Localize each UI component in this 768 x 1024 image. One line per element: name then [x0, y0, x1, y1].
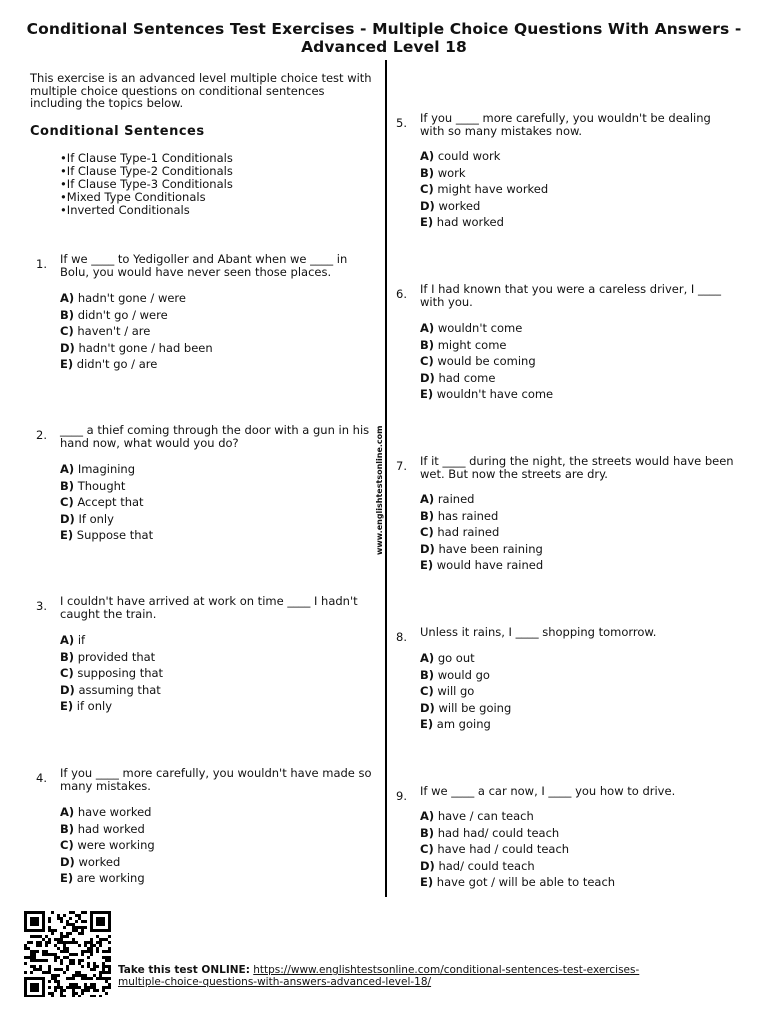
answer-option[interactable]	[420, 181, 548, 198]
answer-option[interactable]	[420, 524, 543, 541]
option-text: will go	[437, 684, 475, 698]
option-letter: E)	[420, 875, 434, 889]
option-letter: D)	[60, 340, 75, 355]
option-letter: C)	[420, 182, 434, 196]
question-number: 2.	[36, 428, 47, 442]
option-letter: B)	[420, 667, 435, 682]
option-letter: A)	[420, 321, 435, 335]
topics-list	[60, 152, 233, 217]
answer-option[interactable]	[60, 821, 155, 838]
option-letter: A)	[420, 809, 435, 823]
website-vertical-label: www.englishtestsonline.com	[375, 425, 384, 555]
option-text: if	[77, 633, 86, 647]
column-divider	[385, 60, 387, 897]
question-number: 4.	[36, 771, 47, 785]
answer-option[interactable]	[60, 323, 213, 340]
option-letter: B)	[420, 165, 435, 180]
answer-option[interactable]	[60, 461, 153, 478]
option-text: Thought	[77, 478, 126, 493]
option-letter: C)	[60, 666, 74, 680]
option-letter: A)	[420, 492, 435, 506]
option-letter: E)	[60, 871, 74, 885]
option-text: haven't / are	[77, 324, 151, 338]
option-text: didn't go / are	[76, 357, 158, 371]
option-text: would be coming	[437, 354, 536, 368]
option-letter: B)	[60, 821, 75, 836]
topic-item: • Inverted Conditionals	[60, 204, 233, 217]
answer-option[interactable]	[60, 682, 163, 699]
option-text: were working	[77, 838, 155, 852]
option-text: have got / will be able to teach	[436, 875, 616, 889]
option-text: had rained	[437, 525, 500, 539]
option-text: has rained	[437, 508, 499, 523]
answer-option[interactable]	[420, 353, 553, 370]
option-letter: B)	[60, 307, 75, 322]
answer-option[interactable]	[420, 508, 543, 525]
option-text: had/ could teach	[438, 858, 535, 873]
option-text: go out	[437, 651, 475, 665]
answer-option[interactable]	[420, 825, 615, 842]
question-stem: I couldn't have arrived at work on time ____ I hadn't caught the train.	[60, 594, 358, 621]
option-letter: E)	[60, 699, 74, 713]
topic-item: • If Clause Type-3 Conditionals	[60, 178, 233, 191]
option-letter: A)	[420, 651, 435, 665]
option-letter: D)	[420, 198, 435, 213]
option-letter: E)	[420, 215, 434, 229]
answer-option[interactable]	[60, 854, 155, 871]
option-letter: D)	[420, 858, 435, 873]
option-text: might come	[437, 337, 507, 352]
answer-option[interactable]	[420, 874, 615, 891]
answer-option[interactable]	[420, 716, 511, 733]
option-text: have had / could teach	[437, 842, 570, 856]
answer-option[interactable]	[420, 667, 511, 684]
option-letter: D)	[420, 370, 435, 385]
answer-option[interactable]	[60, 837, 155, 854]
answer-option[interactable]	[420, 700, 511, 717]
option-letter: C)	[420, 354, 434, 368]
topic-item: • If Clause Type-2 Conditionals	[60, 165, 233, 178]
footer-link[interactable]: https://www.englishtestsonline.com/conditional-sentences-test-exercises-multiple-choice-questions-with-answers-advanced-level-18/	[118, 964, 640, 988]
option-letter: C)	[420, 842, 434, 856]
option-letter: D)	[60, 854, 75, 869]
answer-option[interactable]	[60, 340, 213, 357]
question-stem: If I had known that you were a careless driver, I ____ with you.	[420, 282, 721, 309]
answer-option[interactable]	[420, 148, 548, 165]
question-number: 8.	[396, 630, 407, 644]
option-letter: C)	[60, 838, 74, 852]
question-stem: If you ____ more carefully, you wouldn't have made so many mistakes.	[60, 766, 372, 793]
option-letter: D)	[60, 511, 75, 526]
answer-option[interactable]	[60, 494, 153, 511]
answer-option[interactable]	[60, 870, 155, 887]
question-stem: If it ____ during the night, the streets would have been wet. But now the streets are dry.	[420, 454, 734, 481]
option-letter: E)	[60, 528, 74, 542]
question-number: 6.	[396, 287, 407, 301]
answer-option[interactable]	[420, 337, 553, 354]
question-number: 1.	[36, 257, 47, 271]
question-number: 5.	[396, 116, 407, 130]
option-letter: B)	[420, 508, 435, 523]
option-text: might have worked	[437, 182, 549, 196]
answer-option[interactable]	[420, 370, 553, 387]
topic-item: • Mixed Type Conditionals	[60, 191, 233, 204]
answer-options	[420, 148, 548, 231]
option-letter: B)	[60, 649, 75, 664]
answer-option[interactable]	[420, 841, 615, 858]
answer-option[interactable]	[60, 632, 163, 649]
answer-option[interactable]	[60, 649, 163, 666]
option-text: could work	[437, 149, 501, 163]
option-letter: C)	[60, 324, 74, 338]
option-text: will be going	[438, 700, 512, 715]
answer-option[interactable]	[420, 858, 615, 875]
option-letter: C)	[420, 684, 434, 698]
answer-option[interactable]	[420, 683, 511, 700]
option-text: had worked	[436, 215, 504, 229]
footer-label: Take this test ONLINE:	[118, 964, 250, 976]
option-text: had worked	[77, 821, 145, 836]
option-text: have / can teach	[437, 809, 534, 823]
option-letter: D)	[420, 541, 435, 556]
answer-option[interactable]	[420, 491, 543, 508]
question-stem: ____ a thief coming through the door with a gun in his hand now, what would you do?	[60, 423, 370, 450]
answer-option[interactable]	[60, 804, 155, 821]
option-letter: A)	[60, 805, 75, 819]
answer-option[interactable]	[420, 386, 553, 403]
option-text: hadn't gone / had been	[78, 340, 213, 355]
option-letter: A)	[60, 633, 75, 647]
option-text: Suppose that	[76, 528, 154, 542]
answer-option[interactable]	[60, 356, 213, 373]
answer-options	[60, 290, 213, 373]
option-text: are working	[76, 871, 145, 885]
option-text: worked	[78, 854, 121, 869]
answer-options	[420, 650, 511, 733]
option-letter: C)	[60, 495, 74, 509]
option-letter: A)	[60, 291, 75, 305]
option-text: had come	[438, 370, 496, 385]
answer-options	[60, 804, 155, 887]
answer-option[interactable]	[60, 665, 163, 682]
option-letter: E)	[420, 558, 434, 572]
answer-option[interactable]	[420, 214, 548, 231]
answer-option[interactable]	[420, 165, 548, 182]
question-stem: Unless it rains, I ____ shopping tomorrow.	[420, 625, 657, 639]
option-text: if only	[76, 699, 113, 713]
option-text: would go	[437, 667, 490, 682]
option-text: worked	[438, 198, 481, 213]
option-text: would have rained	[436, 558, 544, 572]
option-text: Accept that	[77, 495, 144, 509]
answer-option[interactable]	[420, 557, 543, 574]
option-letter: A)	[60, 462, 75, 476]
option-text: had had/ could teach	[437, 825, 560, 840]
answer-option[interactable]	[420, 541, 543, 558]
option-letter: D)	[420, 700, 435, 715]
answer-option[interactable]	[420, 650, 511, 667]
option-letter: B)	[60, 478, 75, 493]
option-text: have been raining	[438, 541, 543, 556]
option-letter: C)	[420, 525, 434, 539]
footer	[118, 964, 678, 988]
answer-option[interactable]	[60, 698, 163, 715]
option-letter: B)	[420, 825, 435, 840]
option-letter: A)	[420, 149, 435, 163]
option-text: hadn't gone / were	[77, 291, 186, 305]
question-stem: If you ____ more carefully, you wouldn't be dealing with so many mistakes now.	[420, 111, 711, 138]
option-text: Imagining	[77, 462, 136, 476]
answer-option[interactable]	[60, 478, 153, 495]
page-title: Conditional Sentences Test Exercises - Multiple Choice Questions With Answers - Advanced Level 18	[26, 20, 742, 56]
question-number: 7.	[396, 459, 407, 473]
question-number: 9.	[396, 789, 407, 803]
section-title: Conditional Sentences	[30, 124, 205, 139]
option-text: provided that	[77, 649, 156, 664]
option-text: rained	[437, 492, 475, 506]
option-text: If only	[78, 511, 114, 526]
answer-options	[420, 491, 543, 574]
answer-options	[420, 808, 615, 891]
question-stem: If we ____ to Yedigoller and Abant when we ____ in Bolu, you would have never seen those places.	[60, 252, 348, 279]
option-letter: E)	[420, 387, 434, 401]
qr-code-icon[interactable]	[24, 911, 114, 997]
question-number: 3.	[36, 599, 47, 613]
option-letter: D)	[60, 682, 75, 697]
option-text: wouldn't have come	[436, 387, 554, 401]
answer-option[interactable]	[60, 307, 213, 324]
answer-options	[60, 632, 163, 715]
answer-option[interactable]	[420, 808, 615, 825]
answer-options	[420, 320, 553, 403]
option-text: assuming that	[78, 682, 161, 697]
option-letter: B)	[420, 337, 435, 352]
answer-option[interactable]	[420, 198, 548, 215]
option-text: wouldn't come	[437, 321, 523, 335]
topic-item: • If Clause Type-1 Conditionals	[60, 152, 233, 165]
option-text: am going	[436, 717, 491, 731]
answer-option[interactable]	[60, 511, 153, 528]
option-letter: E)	[420, 717, 434, 731]
option-text: supposing that	[77, 666, 164, 680]
answer-option[interactable]	[60, 527, 153, 544]
option-text: work	[437, 165, 466, 180]
option-letter: E)	[60, 357, 74, 371]
option-text: have worked	[77, 805, 152, 819]
question-stem: If we ____ a car now, I ____ you how to drive.	[420, 784, 676, 798]
intro-paragraph: This exercise is an advanced level multiple choice test with multiple choice questions on conditional sentences including the topics below.	[30, 71, 372, 110]
answer-option[interactable]	[420, 320, 553, 337]
answer-option[interactable]	[60, 290, 213, 307]
answer-options	[60, 461, 153, 544]
option-text: didn't go / were	[77, 307, 168, 322]
